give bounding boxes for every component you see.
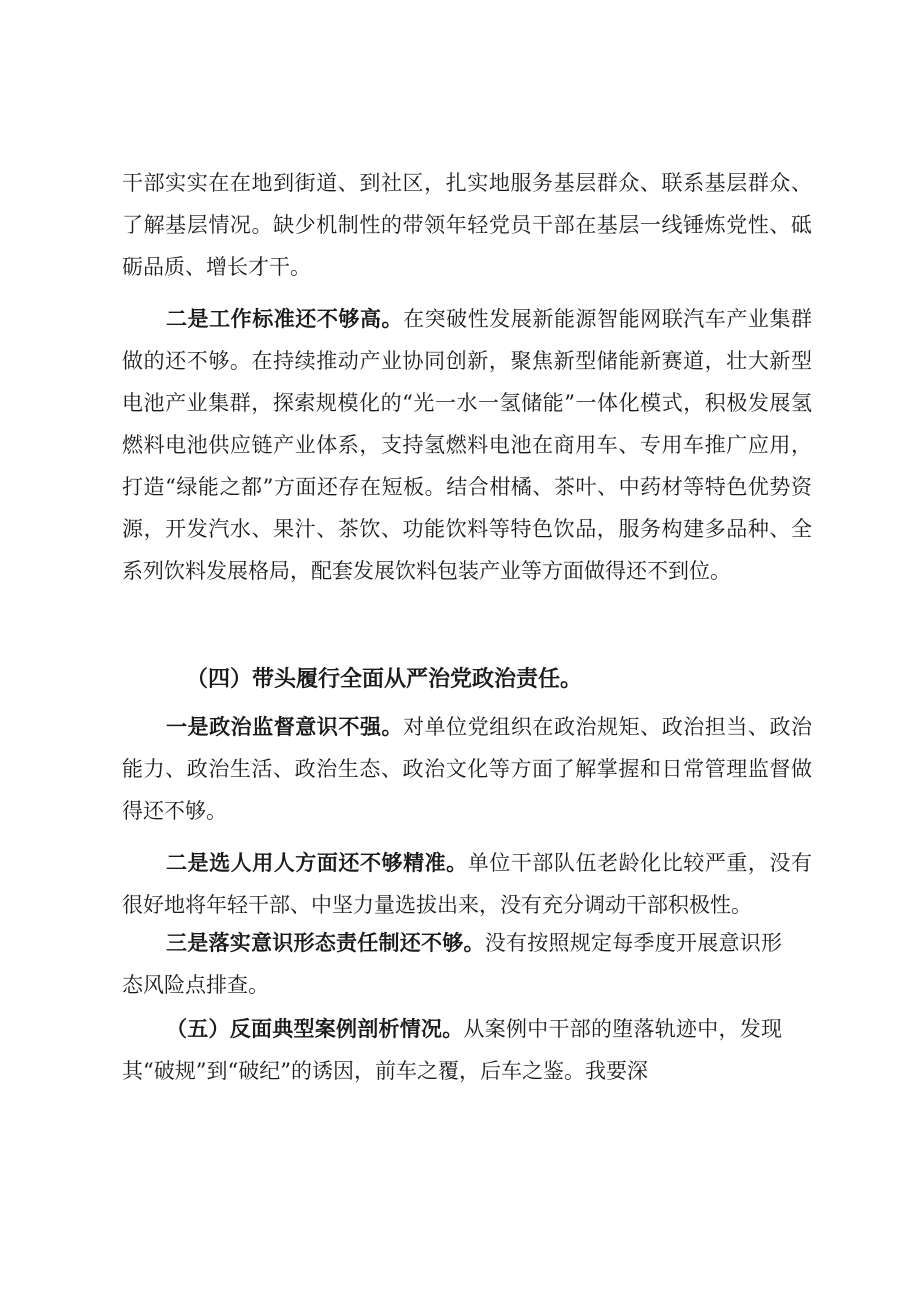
- paragraph-4: [122, 842, 812, 926]
- paragraph-6-lead: （五）反面典型案例剖析情况。: [166, 1016, 464, 1041]
- paragraph-6-text: 从案例中干部的堕落轨迹中，发现其“破规”到“破纪”的诱因，前车之覆，后车之鉴。我要深: [122, 1017, 782, 1083]
- paragraph-5-lead: 三是落实意识形态责任制还不够。: [166, 930, 485, 955]
- paragraph-1: [122, 162, 812, 288]
- paragraph-2-text: 在突破性发展新能源智能网联汽车产业集群做的还不够。在持续推动产业协同创新，聚焦新型储能新赛道，壮大新型电池产业集群，探索规模化的“光一水一氢储能”一体化模式，积极发展氢燃料电池供应链产业体系，支持氢燃料电池在商用车、专用车推广应用，打造“绿能之都”方面还存在短板。结合柑橘、茶叶、中药材等特色优势资源，开发汽水、果汁、茶饮、功能饮料等特色饮品，服务构建多品种、全系列饮料发展格局，配套发展饮料包装产业等方面做得还不到位。: [122, 307, 813, 583]
- paragraph-3-text: 对单位党组织在政治规矩、政治担当、政治能力、政治生活、政治生态、政治文化等方面了解掌握和日常管理监督做得还不够。: [122, 715, 813, 823]
- paragraph-4-lead: 二是选人用人方面还不够精准。: [166, 850, 468, 875]
- paragraph-4-text: 单位干部队伍老龄化比较严重，没有很好地将年轻干部、中坚力量选拔出来，没有充分调动干部积极性。: [122, 851, 813, 917]
- section-heading-4: （四）带头履行全面从严治党政治责任。: [186, 666, 583, 692]
- paragraph-5-text: 没有按照规定每季度开展意识形态风险点排查。: [122, 931, 782, 997]
- paragraph-6: [122, 1008, 782, 1092]
- paragraph-1-text: 干部实实在在地到街道、到社区，扎实地服务基层群众、联系基层群众、了解基层情况。缺少机制性的带领年轻党员干部在基层一线锤炼党性、砥砺品质、增长才干。: [122, 171, 812, 279]
- paragraph-3-lead: 一是政治监督意识不强。: [166, 714, 404, 739]
- paragraph-5: [122, 922, 782, 1006]
- paragraph-3: [122, 706, 812, 832]
- paragraph-2: [122, 298, 812, 592]
- paragraph-2-lead: 二是工作标准还不够高。: [166, 306, 404, 331]
